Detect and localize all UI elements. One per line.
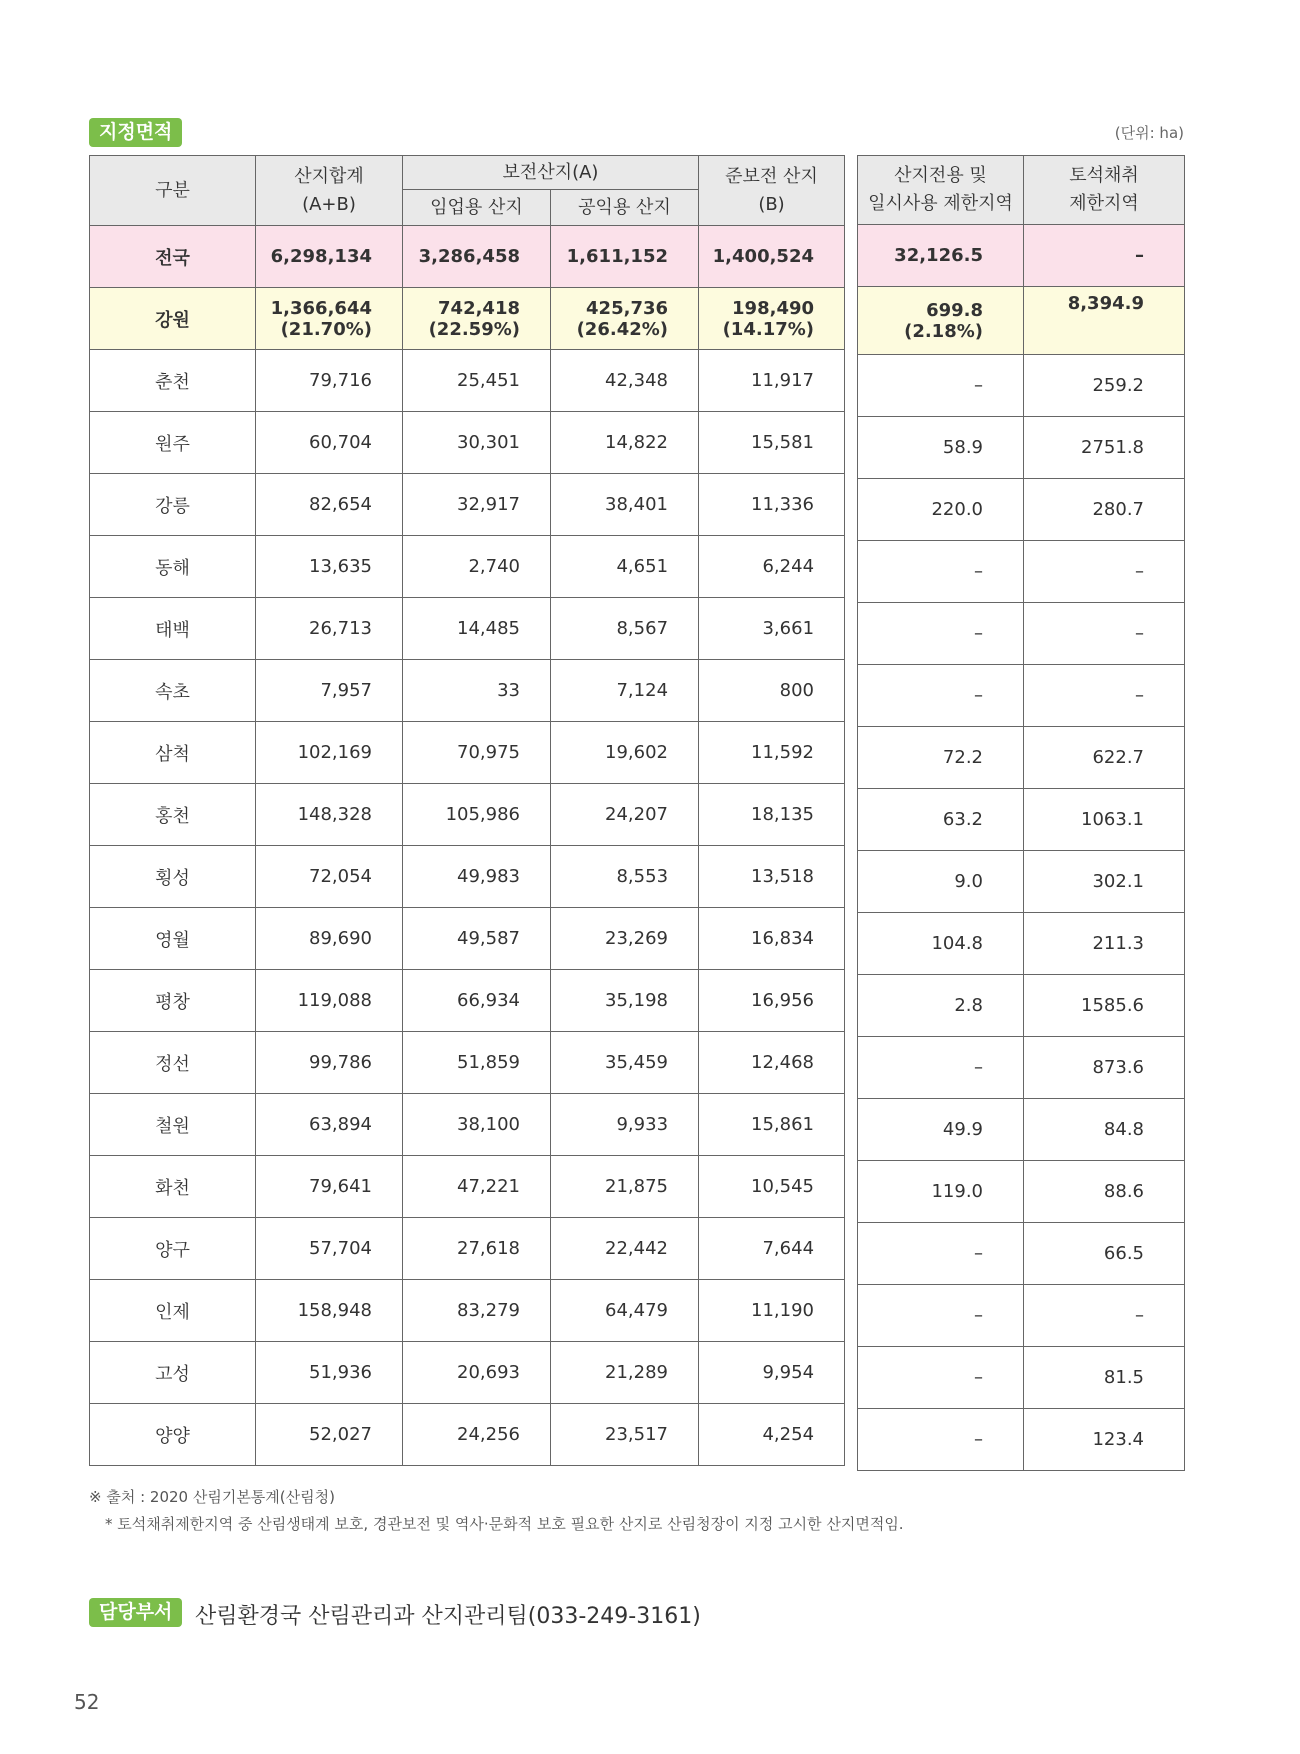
cell-conv: 9.0 bbox=[858, 851, 1024, 913]
cell-conv: – bbox=[858, 665, 1024, 727]
table-row bbox=[90, 970, 845, 1032]
table-row bbox=[858, 1223, 1185, 1285]
cell-forestry: 51,859 bbox=[403, 1032, 551, 1094]
cell-conv: 2.8 bbox=[858, 975, 1024, 1037]
cell-stone: 84.8 bbox=[1024, 1099, 1185, 1161]
cell-name: 정선 bbox=[90, 1032, 256, 1094]
table-row bbox=[858, 355, 1185, 417]
cell-name: 화천 bbox=[90, 1156, 256, 1218]
cell-name: 속초 bbox=[90, 660, 256, 722]
cell-stone: 280.7 bbox=[1024, 479, 1185, 541]
cell-conv: – bbox=[858, 1223, 1024, 1285]
cell-stone: – bbox=[1024, 665, 1185, 727]
cell-semi: 11,190 bbox=[699, 1280, 845, 1342]
cell-total: 60,704 bbox=[256, 412, 403, 474]
table-row bbox=[90, 536, 845, 598]
cell-forestry: 105,986 bbox=[403, 784, 551, 846]
cell-conv: 220.0 bbox=[858, 479, 1024, 541]
table-row bbox=[858, 665, 1185, 727]
table-row bbox=[90, 722, 845, 784]
table-row bbox=[858, 1099, 1185, 1161]
table-row bbox=[858, 1347, 1185, 1409]
cell-semi: 11,917 bbox=[699, 350, 845, 412]
cell-forestry: 49,587 bbox=[403, 908, 551, 970]
cell-public: 23,517 bbox=[551, 1404, 699, 1466]
cell-forestry: 83,279 bbox=[403, 1280, 551, 1342]
cell-total: 89,690 bbox=[256, 908, 403, 970]
section-badge: 지정면적 bbox=[89, 118, 182, 147]
cell-total: 63,894 bbox=[256, 1094, 403, 1156]
cell-name: 원주 bbox=[90, 412, 256, 474]
cell-stone: 81.5 bbox=[1024, 1347, 1185, 1409]
table-row bbox=[90, 846, 845, 908]
table-row bbox=[858, 851, 1185, 913]
cell-name: 영월 bbox=[90, 908, 256, 970]
cell-stone: 123.4 bbox=[1024, 1409, 1185, 1471]
table-row bbox=[858, 603, 1185, 665]
cell-total: 57,704 bbox=[256, 1218, 403, 1280]
cell-public: 9,933 bbox=[551, 1094, 699, 1156]
cell-conv: – bbox=[858, 1409, 1024, 1471]
cell-forestry: 70,975 bbox=[403, 722, 551, 784]
cell-stone: 873.6 bbox=[1024, 1037, 1185, 1099]
cell-semi: 11,336 bbox=[699, 474, 845, 536]
cell-conv: – bbox=[858, 1347, 1024, 1409]
cell-name: 평창 bbox=[90, 970, 256, 1032]
cell-public: 14,822 bbox=[551, 412, 699, 474]
cell-conv: – bbox=[858, 355, 1024, 417]
table-row bbox=[858, 1161, 1185, 1223]
area-table-main bbox=[89, 155, 845, 1466]
table-row-gangwon: 강원 1,366,644 (21.70%) 742,418 (22.59%) 425,736 (26.42%) 198,490 (14.17%) bbox=[90, 288, 845, 350]
table-row bbox=[90, 1218, 845, 1280]
cell-stone: 1063.1 bbox=[1024, 789, 1185, 851]
cell-conv: 104.8 bbox=[858, 913, 1024, 975]
cell-name: 인제 bbox=[90, 1280, 256, 1342]
cell-conv: – bbox=[858, 603, 1024, 665]
cell-name: 동해 bbox=[90, 536, 256, 598]
table-row bbox=[858, 975, 1185, 1037]
cell-public: 8,567 bbox=[551, 598, 699, 660]
cell-conv: 119.0 bbox=[858, 1161, 1024, 1223]
cell-public: 8,553 bbox=[551, 846, 699, 908]
cell-stone: 2751.8 bbox=[1024, 417, 1185, 479]
table-row bbox=[90, 908, 845, 970]
cell-total: 82,654 bbox=[256, 474, 403, 536]
table-row bbox=[858, 417, 1185, 479]
cell-public: 7,124 bbox=[551, 660, 699, 722]
cell-total: 119,088 bbox=[256, 970, 403, 1032]
cell-semi: 13,518 bbox=[699, 846, 845, 908]
cell-forestry: 2,740 bbox=[403, 536, 551, 598]
table-row bbox=[90, 1156, 845, 1218]
cell-forestry: 47,221 bbox=[403, 1156, 551, 1218]
table-row bbox=[90, 598, 845, 660]
table-row bbox=[90, 1280, 845, 1342]
cell-semi: 3,661 bbox=[699, 598, 845, 660]
cell-total: 72,054 bbox=[256, 846, 403, 908]
cell-conv: 63.2 bbox=[858, 789, 1024, 851]
cell-conv: – bbox=[858, 541, 1024, 603]
table-row bbox=[90, 1032, 845, 1094]
cell-name: 철원 bbox=[90, 1094, 256, 1156]
header-public: 공익용 산지 bbox=[551, 190, 699, 226]
cell-name: 고성 bbox=[90, 1342, 256, 1404]
cell-total: 148,328 bbox=[256, 784, 403, 846]
cell-total: 7,957 bbox=[256, 660, 403, 722]
cell-semi: 16,834 bbox=[699, 908, 845, 970]
cell-public: 35,198 bbox=[551, 970, 699, 1032]
cell-forestry: 49,983 bbox=[403, 846, 551, 908]
cell-semi: 4,254 bbox=[699, 1404, 845, 1466]
table-row bbox=[858, 1285, 1185, 1347]
table-row bbox=[858, 727, 1185, 789]
cell-forestry: 24,256 bbox=[403, 1404, 551, 1466]
cell-semi: 15,581 bbox=[699, 412, 845, 474]
table-row bbox=[858, 1409, 1185, 1471]
footnote: * 토석채취제한지역 중 산림생태계 보호, 경관보전 및 역사·문화적 보호 필요한 산지로 산림청장이 지정 고시한 산지면적임. bbox=[105, 1515, 904, 1533]
cell-name: 양양 bbox=[90, 1404, 256, 1466]
cell-total: 99,786 bbox=[256, 1032, 403, 1094]
cell-stone: – bbox=[1024, 541, 1185, 603]
cell-public: 24,207 bbox=[551, 784, 699, 846]
cell-total: 158,948 bbox=[256, 1280, 403, 1342]
table-row bbox=[90, 1094, 845, 1156]
cell-public: 35,459 bbox=[551, 1032, 699, 1094]
source-note: ※ 출처 : 2020 산림기본통계(산림청) bbox=[89, 1488, 335, 1506]
cell-name: 강릉 bbox=[90, 474, 256, 536]
table-row-gangwon: 699.8 (2.18%) 8,394.9 bbox=[858, 287, 1185, 355]
cell-semi: 10,545 bbox=[699, 1156, 845, 1218]
cell-forestry: 32,917 bbox=[403, 474, 551, 536]
cell-total: 79,641 bbox=[256, 1156, 403, 1218]
cell-name: 춘천 bbox=[90, 350, 256, 412]
cell-total: 102,169 bbox=[256, 722, 403, 784]
cell-conv: – bbox=[858, 1037, 1024, 1099]
table-row bbox=[90, 660, 845, 722]
table-row bbox=[858, 913, 1185, 975]
cell-forestry: 38,100 bbox=[403, 1094, 551, 1156]
cell-semi: 15,861 bbox=[699, 1094, 845, 1156]
cell-public: 22,442 bbox=[551, 1218, 699, 1280]
header-category: 구분 bbox=[90, 156, 256, 226]
header-conversion-restricted: 산지전용 및 일시사용 제한지역 bbox=[858, 156, 1024, 225]
cell-stone: 259.2 bbox=[1024, 355, 1185, 417]
cell-semi: 6,244 bbox=[699, 536, 845, 598]
cell-total: 26,713 bbox=[256, 598, 403, 660]
cell-stone: 211.3 bbox=[1024, 913, 1185, 975]
cell-name: 태백 bbox=[90, 598, 256, 660]
table-row-national: 전국 6,298,134 3,286,458 1,611,152 1,400,524 bbox=[90, 226, 845, 288]
cell-public: 42,348 bbox=[551, 350, 699, 412]
cell-semi: 18,135 bbox=[699, 784, 845, 846]
cell-total: 79,716 bbox=[256, 350, 403, 412]
cell-semi: 11,592 bbox=[699, 722, 845, 784]
table-row bbox=[90, 1342, 845, 1404]
header-conservation: 보전산지(A) bbox=[403, 156, 699, 190]
table-row-national: 32,126.5 – bbox=[858, 225, 1185, 287]
cell-name: 홍천 bbox=[90, 784, 256, 846]
table-row bbox=[858, 479, 1185, 541]
cell-public: 23,269 bbox=[551, 908, 699, 970]
header-forestry: 임업용 산지 bbox=[403, 190, 551, 226]
cell-forestry: 14,485 bbox=[403, 598, 551, 660]
department-badge: 담당부서 bbox=[89, 1598, 182, 1627]
cell-public: 21,875 bbox=[551, 1156, 699, 1218]
header-total: 산지합계 (A+B) bbox=[256, 156, 403, 226]
table-row bbox=[90, 350, 845, 412]
unit-label: (단위: ha) bbox=[1114, 124, 1184, 142]
table-row bbox=[90, 1404, 845, 1466]
department-contact: 산림환경국 산림관리과 산지관리팀(033-249-3161) bbox=[195, 1604, 701, 1629]
table-row bbox=[90, 412, 845, 474]
cell-stone: 66.5 bbox=[1024, 1223, 1185, 1285]
cell-conv: 49.9 bbox=[858, 1099, 1024, 1161]
table-row bbox=[858, 541, 1185, 603]
cell-public: 38,401 bbox=[551, 474, 699, 536]
cell-total: 52,027 bbox=[256, 1404, 403, 1466]
cell-name: 횡성 bbox=[90, 846, 256, 908]
cell-forestry: 20,693 bbox=[403, 1342, 551, 1404]
cell-total: 13,635 bbox=[256, 536, 403, 598]
cell-forestry: 25,451 bbox=[403, 350, 551, 412]
cell-semi: 800 bbox=[699, 660, 845, 722]
cell-stone: – bbox=[1024, 1285, 1185, 1347]
cell-public: 4,651 bbox=[551, 536, 699, 598]
cell-stone: 1585.6 bbox=[1024, 975, 1185, 1037]
cell-forestry: 27,618 bbox=[403, 1218, 551, 1280]
cell-stone: – bbox=[1024, 603, 1185, 665]
cell-conv: – bbox=[858, 1285, 1024, 1347]
cell-public: 21,289 bbox=[551, 1342, 699, 1404]
header-semi-conservation: 준보전 산지 (B) bbox=[699, 156, 845, 226]
page-number: 52 bbox=[74, 1690, 100, 1714]
cell-name: 양구 bbox=[90, 1218, 256, 1280]
cell-stone: 88.6 bbox=[1024, 1161, 1185, 1223]
table-row bbox=[90, 474, 845, 536]
cell-public: 19,602 bbox=[551, 722, 699, 784]
cell-stone: 302.1 bbox=[1024, 851, 1185, 913]
cell-semi: 12,468 bbox=[699, 1032, 845, 1094]
cell-name: 삼척 bbox=[90, 722, 256, 784]
cell-forestry: 30,301 bbox=[403, 412, 551, 474]
cell-public: 64,479 bbox=[551, 1280, 699, 1342]
cell-conv: 72.2 bbox=[858, 727, 1024, 789]
table-row bbox=[858, 789, 1185, 851]
cell-semi: 16,956 bbox=[699, 970, 845, 1032]
cell-forestry: 33 bbox=[403, 660, 551, 722]
header-stone-restricted: 토석채취 제한지역 bbox=[1024, 156, 1185, 225]
table-row bbox=[858, 1037, 1185, 1099]
cell-stone: 622.7 bbox=[1024, 727, 1185, 789]
cell-semi: 9,954 bbox=[699, 1342, 845, 1404]
cell-total: 51,936 bbox=[256, 1342, 403, 1404]
cell-semi: 7,644 bbox=[699, 1218, 845, 1280]
cell-conv: 58.9 bbox=[858, 417, 1024, 479]
table-row bbox=[90, 784, 845, 846]
area-table-restricted bbox=[857, 155, 1185, 1471]
cell-forestry: 66,934 bbox=[403, 970, 551, 1032]
